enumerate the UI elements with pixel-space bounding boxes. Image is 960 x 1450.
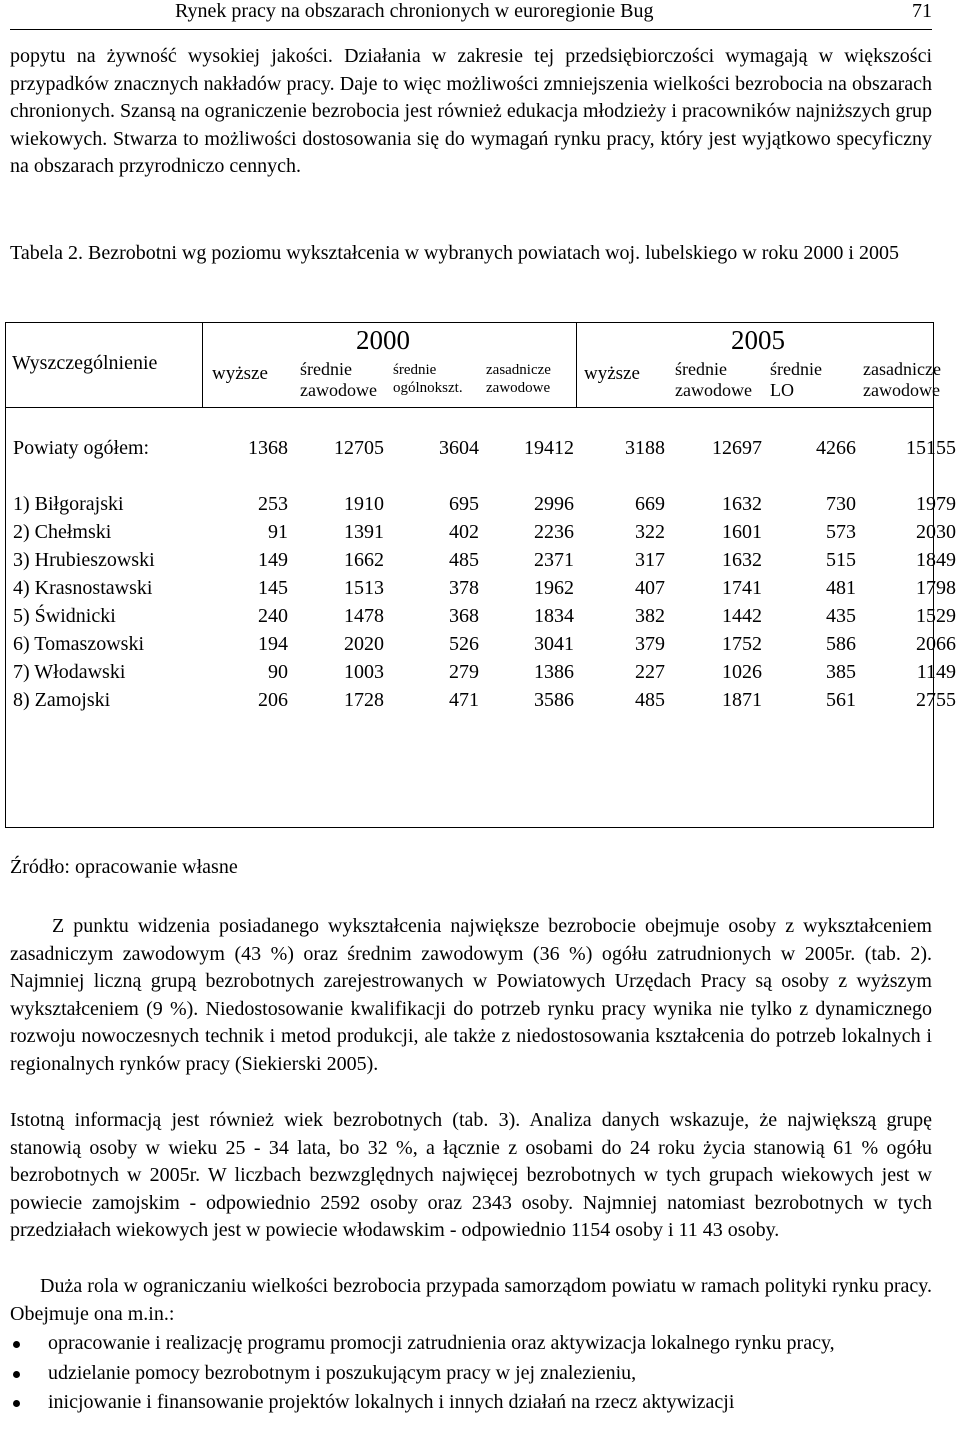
bullet-list (10, 1330, 932, 1419)
table-cell: 1026 (722, 661, 762, 683)
col-2005-basic-vocational: zasadnicze zawodowe (863, 359, 941, 400)
table-cell: 385 (826, 661, 856, 683)
table-row (6, 493, 956, 521)
table-cell: 379 (635, 633, 665, 655)
table-cell: 1601 (722, 521, 762, 543)
table-cell: 1513 (344, 577, 384, 599)
table-cell: 730 (826, 493, 856, 515)
table-cell: 378 (449, 577, 479, 599)
table-cell: 1979 (916, 493, 956, 515)
table-cell: 1529 (916, 605, 956, 627)
col-2000-higher: wyższe (212, 363, 268, 384)
running-header (10, 0, 932, 30)
table-cell: 2755 (916, 689, 956, 711)
paragraph-4: Duża rola w ograniczaniu wielkości bezrobocia przypada samorządom powiatu w ramach polityki rynku pracy. Obejmuje ona m.in.: (10, 1275, 932, 1325)
table-cell: 1632 (722, 549, 762, 571)
row-label: 3) Hrubieszowski (13, 549, 155, 571)
table-cell: 317 (635, 549, 665, 571)
table-cell: 481 (826, 577, 856, 599)
table-cell: 485 (449, 549, 479, 571)
bullet-dot-icon (13, 1341, 20, 1348)
col-2005-secondary-lo: średnie LO (770, 359, 822, 400)
paragraph-1: popytu na żywność wysokiej jakości. Działania w zakresie tej przedsiębiorczości wymagają w większości przypadków znacznych nakładów pracy. Daje to więc możliwości zmniejszenia wielkości bezrobocia na obszarach chronionych. Szansą na ograniczenie bezrobocia jest również edukacja młodzieży i pracowników najniższych grup wiekowych. Stwarza to możliwości dostosowania się do wymagań rynku pracy, który jest wyjątkowo specyficzny na obszarach przyrodniczo cennych. (10, 45, 932, 178)
row-label: 2) Chełmski (13, 521, 112, 543)
bullet-dot-icon (13, 1371, 20, 1378)
table-cell: 1752 (722, 633, 762, 655)
table-cell: 485 (635, 689, 665, 711)
year-2000: 2000 (356, 325, 410, 355)
table-cell: 1728 (344, 689, 384, 711)
table-source: Źródło: opracowanie własne (10, 856, 238, 878)
table-row (6, 689, 956, 717)
paragraph-2: Z punktu widzenia posiadanego wykształcenia największe bezrobocie obejmuje osoby z wykształceniem zasadniczym zawodowym (43 %) oraz średnim zawodowym (36 %) ogółu zatrudnionych w 2005r. (tab. 2). Najmniej liczną grupą bezrobotnych zarejestrowanych w Powiatowych Urzędach Pracy są osoby z wyższym wykształceniem (9 %). Niedostosowanie kwalifikacji do potrzeb rynku pracy wynika nie tylko z dynamicznego rozwoju nowoczesnych technik i metod produkcji, ale także z niedostosowania kształcenia do potrzeb lokalnych i regionalnych rynków pracy (Siekierski 2005). (10, 915, 932, 1075)
table-cell: 149 (258, 549, 288, 571)
bullet-item (10, 1389, 932, 1417)
table-cell: 19412 (524, 437, 574, 459)
table-cell: 2066 (916, 633, 956, 655)
table-cell: 4266 (816, 437, 856, 459)
bullet-dot-icon (13, 1400, 20, 1407)
table-cell: 1962 (534, 577, 574, 599)
table-cell: 1391 (344, 521, 384, 543)
table-cell: 145 (258, 577, 288, 599)
table-cell: 526 (449, 633, 479, 655)
page-number: 71 (912, 0, 932, 22)
bullet-text: inicjowanie i finansowanie projektów lokalnych i innych działań na rzecz aktywizacji (48, 1391, 735, 1414)
table-cell: 322 (635, 521, 665, 543)
col-2005-higher: wyższe (584, 363, 640, 384)
table-cell: 471 (449, 689, 479, 711)
table-cell: 2371 (534, 549, 574, 571)
table-caption: Tabela 2. Bezrobotni wg poziomu wykształcenia w wybranych powiatach woj. lubelskiego w roku 2000 i 2005 (10, 242, 899, 264)
paragraph-3: Istotną informacją jest również wiek bezrobotnych (tab. 3). Analiza danych wskazuje, że największą grupę stanowią osoby w wieku 25 - 34 lata, bo 32 %, a łącznie z osobami do 24 roku życia stanowią 61 % ogółu bezrobotnych w 2005r. W liczbach bezwzględnych najwięcej bezrobotnych w tych grupach wiekowych jest w powiecie zamojskim - odpowiednio 2592 osoby oraz 2343 osoby. Najmniej natomiast bezrobotnych w tych przedziałach wiekowych jest w powiecie włodawskim - odpowiednio 1154 osoby i 11 43 osoby. (10, 1109, 932, 1242)
table-cell: 2020 (344, 633, 384, 655)
table-row (6, 577, 956, 605)
table-row (6, 633, 956, 661)
table-cell: 12705 (334, 437, 384, 459)
col-2000-secondary-general: średnie ogólnokszt. (393, 362, 463, 396)
col-2005-secondary-vocational: średnie zawodowe (675, 359, 752, 400)
table-cell: 586 (826, 633, 856, 655)
year-2005: 2005 (731, 325, 785, 355)
table-cell: 368 (449, 605, 479, 627)
table-cell: 3586 (534, 689, 574, 711)
header-divider (576, 323, 577, 407)
table-cell: 1442 (722, 605, 762, 627)
table-cell: 1478 (344, 605, 384, 627)
table-cell: 206 (258, 689, 288, 711)
table-row (6, 549, 956, 577)
row-header-label: Wyszczególnienie (12, 352, 158, 374)
table-cell: 1910 (344, 493, 384, 515)
table-cell: 12697 (712, 437, 762, 459)
table-cell: 1798 (916, 577, 956, 599)
bullet-text: opracowanie i realizację programu promocji zatrudnienia oraz aktywizacja lokalnego rynku pracy, (48, 1332, 835, 1354)
table-cell: 1871 (722, 689, 762, 711)
table-cell: 1632 (722, 493, 762, 515)
row-label: 5) Świdnicki (13, 605, 116, 627)
table-cell: 1849 (916, 549, 956, 571)
row-label: 6) Tomaszowski (13, 633, 144, 655)
table-row (6, 661, 956, 689)
table-cell: 194 (258, 633, 288, 655)
table-cell: 1386 (534, 661, 574, 683)
table-cell: 1368 (248, 437, 288, 459)
table-cell: 2996 (534, 493, 574, 515)
table-cell: 253 (258, 493, 288, 515)
table-cell: 240 (258, 605, 288, 627)
row-label: 7) Włodawski (13, 661, 126, 683)
table-cell: 279 (449, 661, 479, 683)
row-label: Powiaty ogółem: (13, 437, 150, 459)
table-cell: 695 (449, 493, 479, 515)
table-cell: 402 (449, 521, 479, 543)
table-cell: 669 (635, 493, 665, 515)
table-cell: 90 (268, 661, 288, 683)
table-cell: 3604 (439, 437, 479, 459)
bullet-item (10, 1360, 932, 1388)
table-cell: 1741 (722, 577, 762, 599)
education-table (5, 322, 956, 828)
table-row (6, 437, 956, 465)
table-cell: 561 (826, 689, 856, 711)
table-cell: 2030 (916, 521, 956, 543)
table-cell: 15155 (906, 437, 956, 459)
table-cell: 435 (826, 605, 856, 627)
row-label: 4) Krasnostawski (13, 577, 153, 599)
table-cell: 573 (826, 521, 856, 543)
table-cell: 227 (635, 661, 665, 683)
bullet-text: udzielanie pomocy bezrobotnym i poszukującym pracy w jej znalezieniu, (48, 1361, 637, 1384)
row-label: 8) Zamojski (13, 689, 111, 711)
table-cell: 3041 (534, 633, 574, 655)
table-cell: 1149 (916, 661, 956, 683)
row-label: 1) Biłgorajski (13, 493, 124, 515)
table-cell: 382 (635, 605, 665, 627)
table-cell: 3188 (625, 437, 665, 459)
table-cell: 515 (826, 549, 856, 571)
table-cell: 1834 (534, 605, 574, 627)
col-2000-basic-vocational: zasadnicze zawodowe (486, 362, 551, 396)
table-cell: 2236 (534, 521, 574, 543)
table-cell: 91 (268, 521, 288, 543)
col-2000-secondary-vocational: średnie zawodowe (300, 359, 377, 400)
table-row (6, 521, 956, 549)
running-header-title: Rynek pracy na obszarach chronionych w euroregionie Bug (175, 0, 654, 22)
header-rule (6, 407, 933, 408)
bullet-item (10, 1330, 932, 1358)
table-row (6, 605, 956, 633)
table-cell: 1003 (344, 661, 384, 683)
table-cell: 1662 (344, 549, 384, 571)
table-cell: 407 (635, 577, 665, 599)
header-divider (202, 323, 203, 407)
